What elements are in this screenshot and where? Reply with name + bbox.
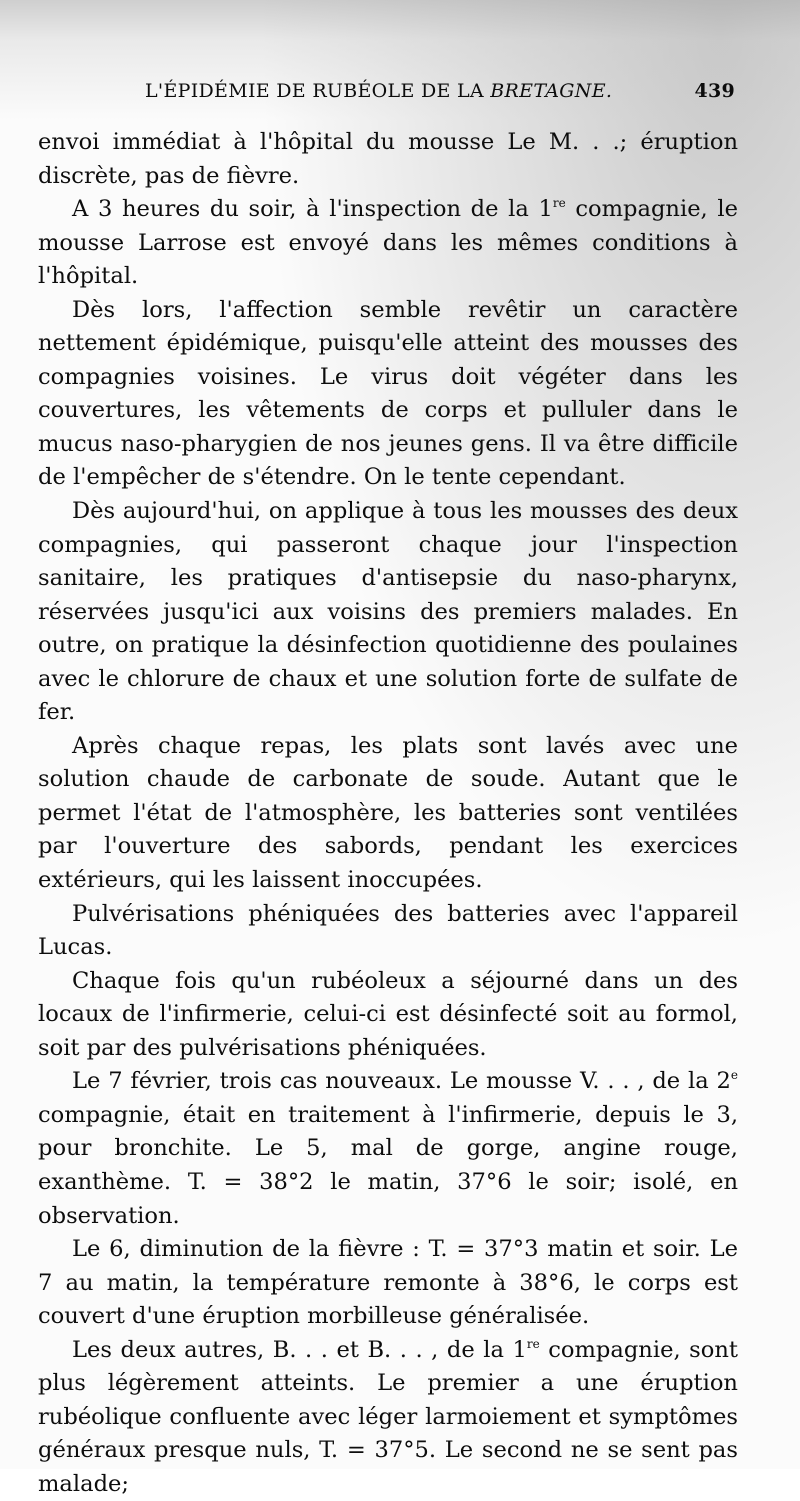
paragraph-text: Chaque fois qu'un rubéoleux a séjourné dans un des locaux de l'infirmerie, celui-ci est désinfecté soit au formol, soit par des pulvérisations phéniquées. bbox=[38, 967, 738, 1061]
paragraph-text: Les deux autres, B. . . et B. . . , de la 1 bbox=[72, 1336, 527, 1363]
ordinal-superscript: e bbox=[730, 1068, 738, 1083]
paragraph bbox=[38, 495, 738, 730]
paragraph-text: Après chaque repas, les plats sont lavés avec une solution chaude de carbonate de soude. Autant que le permet l'état de l'atmosphère, les batteries sont ventilées par l'ouverture des sabords, pendant les exercices extérieurs, qui les laissent inoccupées. bbox=[38, 732, 738, 894]
running-head-italic: BRETAGNE. bbox=[490, 80, 613, 102]
paragraph bbox=[38, 1233, 738, 1334]
running-head bbox=[145, 80, 612, 102]
paragraph-text: compagnie, était en traitement à l'infirmerie, depuis le 3, pour bronchite. Le 5, mal de gorge, angine rouge, exanthème. T. = 38°2 le matin, 37°6 le soir; isolé, en observation. bbox=[38, 1101, 738, 1229]
paragraph bbox=[38, 965, 738, 1066]
paragraph-text: Dès aujourd'hui, on applique à tous les mousses des deux compagnies, qui passeront chaque jour l'inspection sanitaire, les pratiques d'antisepsie du naso-pharynx, réservées jusqu'ici aux voisins des premiers malades. En outre, on pratique la désinfection quotidienne des poulaines avec le chlorure de chaux et une solution forte de sulfate de fer. bbox=[38, 498, 738, 726]
paragraph bbox=[38, 294, 738, 495]
paragraph-text: Le 6, diminution de la fièvre : T. = 37°3 matin et soir. Le 7 au matin, la température remonte à 38°6, le corps est couvert d'une éruption morbilleuse généralisée. bbox=[38, 1236, 738, 1330]
running-head-main: L'ÉPIDÉMIE DE RUBÉOLE DE LA bbox=[145, 80, 491, 102]
paragraph bbox=[38, 1065, 738, 1233]
paragraph-text: Le 7 février, trois cas nouveaux. Le mousse V. . . , de la 2 bbox=[72, 1068, 731, 1095]
paragraph-text: compagnie, sont plus légèrement atteints. Le premier a une éruption rubéolique confluente avec léger larmoiement et symptômes généraux presque nuls, T. = 37°5. Le second ne se sent pas malade; bbox=[38, 1336, 738, 1497]
ordinal-superscript: re bbox=[526, 1336, 540, 1351]
paragraph bbox=[38, 1334, 738, 1501]
paragraph-text: A 3 heures du soir, à l'inspection de la 1 bbox=[72, 196, 553, 223]
paragraph bbox=[38, 730, 738, 898]
paragraph bbox=[38, 898, 738, 965]
ordinal-superscript: re bbox=[552, 196, 566, 211]
paragraph bbox=[38, 193, 738, 294]
paragraph-text: Dès lors, l'affection semble revêtir un caractère nettement épidémique, puisqu'elle atteint des mousses des compagnies voisines. Le virus doit végéter dans les couvertures, les vêtements de corps et pulluler dans le mucus naso-pharygien de nos jeunes gens. Il va être difficile de l'empêcher de s'étendre. On le tente cependant. bbox=[38, 296, 738, 491]
paragraph-continuation bbox=[38, 126, 738, 193]
paragraph-text: compagnie, le mousse Larrose est envoyé dans les mêmes conditions à l'hôpital. bbox=[38, 196, 738, 290]
body-text bbox=[38, 126, 738, 1501]
paragraph-text: envoi immédiat à l'hôpital du mousse Le M. . .; éruption discrète, pas de fièvre. bbox=[38, 129, 738, 189]
paragraph-text: Pulvérisations phéniquées des batteries avec l'appareil Lucas. bbox=[38, 900, 738, 961]
page-header bbox=[145, 80, 735, 110]
page-number: 439 bbox=[694, 80, 735, 102]
